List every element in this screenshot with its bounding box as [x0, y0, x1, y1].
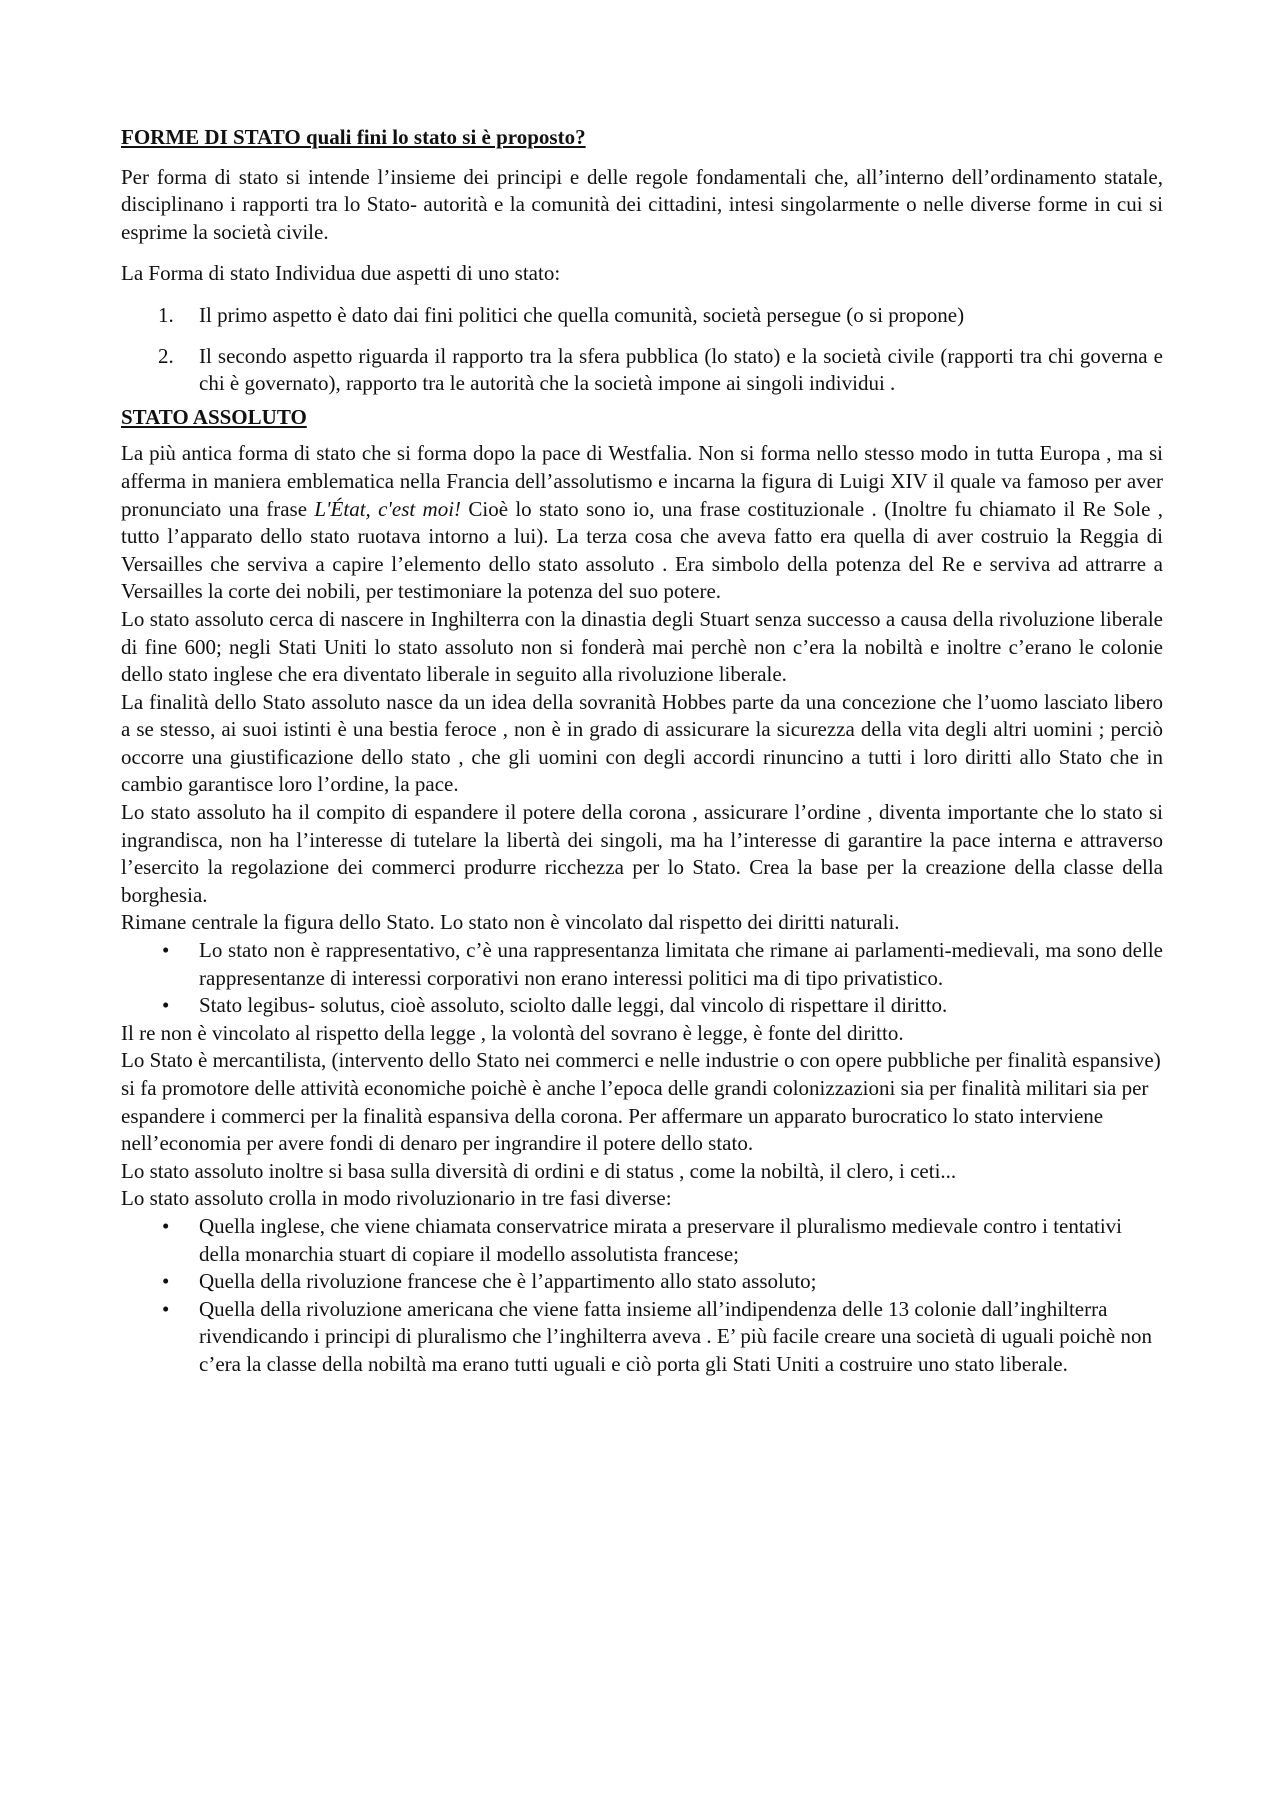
document-title: FORME DI STATO quali fini lo stato si è proposto?	[121, 125, 586, 149]
paragraph-hobbes: La finalità dello Stato assoluto nasce da un idea della sovranità Hobbes parte da una concezione che l’uomo lasciato libero a se stesso, ai suoi istinti è una bestia feroce , non è in grado di assicurare la sicurezza della vita degli altri uomini ; perciò occorre una giustificazione dello stato , che gli uomini con degli accordi rinuncino a tutti i loro diritti allo Stato che in cambio garantisce loro l’ordine, la pace.	[121, 689, 1163, 797]
bullet-list-phases	[121, 1213, 1163, 1379]
list-item-text: Il secondo aspetto riguarda il rapporto tra la sfera pubblica (lo stato) e la società civile (rapporti tra chi governa e chi è governato), rapporto tra le autorità che la società impone ai singoli individui .	[199, 343, 1163, 396]
list-item-text: Il primo aspetto è dato dai fini politici che quella comunità, società persegue (o si propone)	[199, 302, 965, 327]
bullet-icon: •	[162, 1269, 170, 1294]
bullet-icon: •	[162, 1296, 170, 1321]
list-item	[121, 1296, 1163, 1379]
paragraph-westfalia	[121, 440, 1163, 606]
list-number: 1.	[158, 302, 174, 327]
list-item	[121, 992, 1163, 1020]
bullet-list-characteristics	[121, 937, 1163, 1020]
list-item-text: Quella inglese, che viene chiamata conservatrice mirata a preservare il pluralismo medievale contro i tentativi della monarchia stuart di copiare il modello assolutista francese;	[199, 1213, 1123, 1266]
bullet-icon: •	[162, 993, 170, 1018]
document-page	[121, 124, 1163, 1379]
list-number: 2.	[158, 343, 174, 368]
list-item	[121, 1213, 1163, 1268]
section-heading-stato-assoluto: STATO ASSOLUTO	[121, 404, 307, 429]
list-item	[121, 302, 1163, 330]
list-item-text: Lo stato non è rappresentativo, c’è una rappresentanza limitata che rimane ai parlamenti-medievali, ma sono delle rappresentanze di interessi corporativi non erano interessi politici ma di tipo privatistico.	[199, 938, 1163, 990]
bullet-icon: •	[162, 938, 170, 963]
paragraph-text: La più antica forma di stato che si forma dopo la pace di Westfalia. Non si forma nello stesso modo in tutta Europa , ma si afferma in maniera emblematica nella Francia dell’assolutismo e incarna la figura di Luigi XIV il quale va famoso per aver pronunciato una frase	[121, 441, 1163, 521]
paragraph-re-legge: Il re non è vincolato al rispetto della legge , la volontà del sovrano è legge, è fonte del diritto.	[121, 1020, 904, 1045]
paragraph-mercantilista: Lo Stato è mercantilista, (intervento dello Stato nei commerci e nelle industrie o con opere pubbliche per finalità espansive) si fa promotore delle attività economiche poichè è anche l’epoca delle grandi colonizzazioni sia per finalità militari sia per espandere i commerci per la finalità espansiva della corona. Per affermare un apparato burocratico lo stato interviene nell’economia per avere fondi di denaro per ingrandire il potere dello stato.	[121, 1048, 1161, 1156]
bullet-icon: •	[162, 1213, 170, 1238]
paragraph-corona: Lo stato assoluto ha il compito di espandere il potere della corona , assicurare l’ordine , diventa importante che lo stato si ingrandisca, non ha l’interesse di tutelare la libertà dei singoli, ma ha l’interesse di garantire la pace interna e attraverso l’esercito la regolazione dei commerci produrre ricchezza per lo Stato. Crea la base per la creazione della classe della borghesia.	[121, 800, 1163, 907]
paragraph-text: Cioè lo stato sono io, una frase costituzionale . (Inoltre fu chiamato il Re Sole , tutto l’apparato dello stato ruotava intorno a lui). La terza cosa che aveva fatto era quella di aver costruio la Reggia di Versailles che serviva a capire l’elemento dello stato assoluto . Era simbolo della potenza del Re e serviva ad attrarre a Versailles la corte dei nobili, per testimoniare la potenza del suo potere.	[121, 496, 1163, 604]
paragraph-figura-stato: Rimane centrale la figura dello Stato. Lo stato non è vincolato dal rispetto dei diritti naturali.	[121, 910, 900, 935]
list-item-text: Stato legibus- solutus, cioè assoluto, sciolto dalle leggi, dal vincolo di rispettare il diritto.	[199, 993, 948, 1018]
paragraph-crolla: Lo stato assoluto crolla in modo rivoluzionario in tre fasi diverse:	[121, 1186, 672, 1211]
list-item	[121, 343, 1163, 398]
list-item-text: Quella della rivoluzione francese che è l’appartimento allo stato assoluto;	[199, 1269, 817, 1294]
aspects-list	[121, 302, 1163, 398]
intro-paragraph: Per forma di stato si intende l’insieme dei principi e delle regole fondamentali che, all’interno dell’ordinamento statale, disciplinano i rapporti tra lo Stato- autorità e la comunità dei cittadini, intesi singolarmente o nelle diverse forme in cui si esprime la società civile.	[121, 164, 1163, 244]
list-item-text: Quella della rivoluzione americana che viene fatta insieme all’indipendenza delle 13 colonie dall’inghilterra rivendicando i principi di pluralismo che l’inghilterra aveva . E’ più facile creare una società di uguali poichè non c’era la classe della nobiltà ma erano tutti uguali e ciò porta gli Stati Uniti a costruire uno stato liberale.	[199, 1296, 1152, 1376]
list-item	[121, 1268, 1163, 1296]
paragraph-ordini: Lo stato assoluto inoltre si basa sulla diversità di ordini e di status , come la nobiltà, il clero, i ceti...	[121, 1158, 957, 1183]
louis-xiv-quote: L'État, c'est moi!	[314, 496, 462, 521]
paragraph-inghilterra: Lo stato assoluto cerca di nascere in Inghilterra con la dinastia degli Stuart senza successo a causa della rivoluzione liberale di fine 600; negli Stati Uniti lo stato assoluto non si fonderà mai perchè non c’era la nobiltà e inoltre c’erano le colonie dello stato inglese che era diventato liberale in seguito alla rivoluzione liberale.	[121, 606, 1163, 687]
aspects-intro: La Forma di stato Individua due aspetti di uno stato:	[121, 261, 561, 286]
list-item	[121, 937, 1163, 992]
